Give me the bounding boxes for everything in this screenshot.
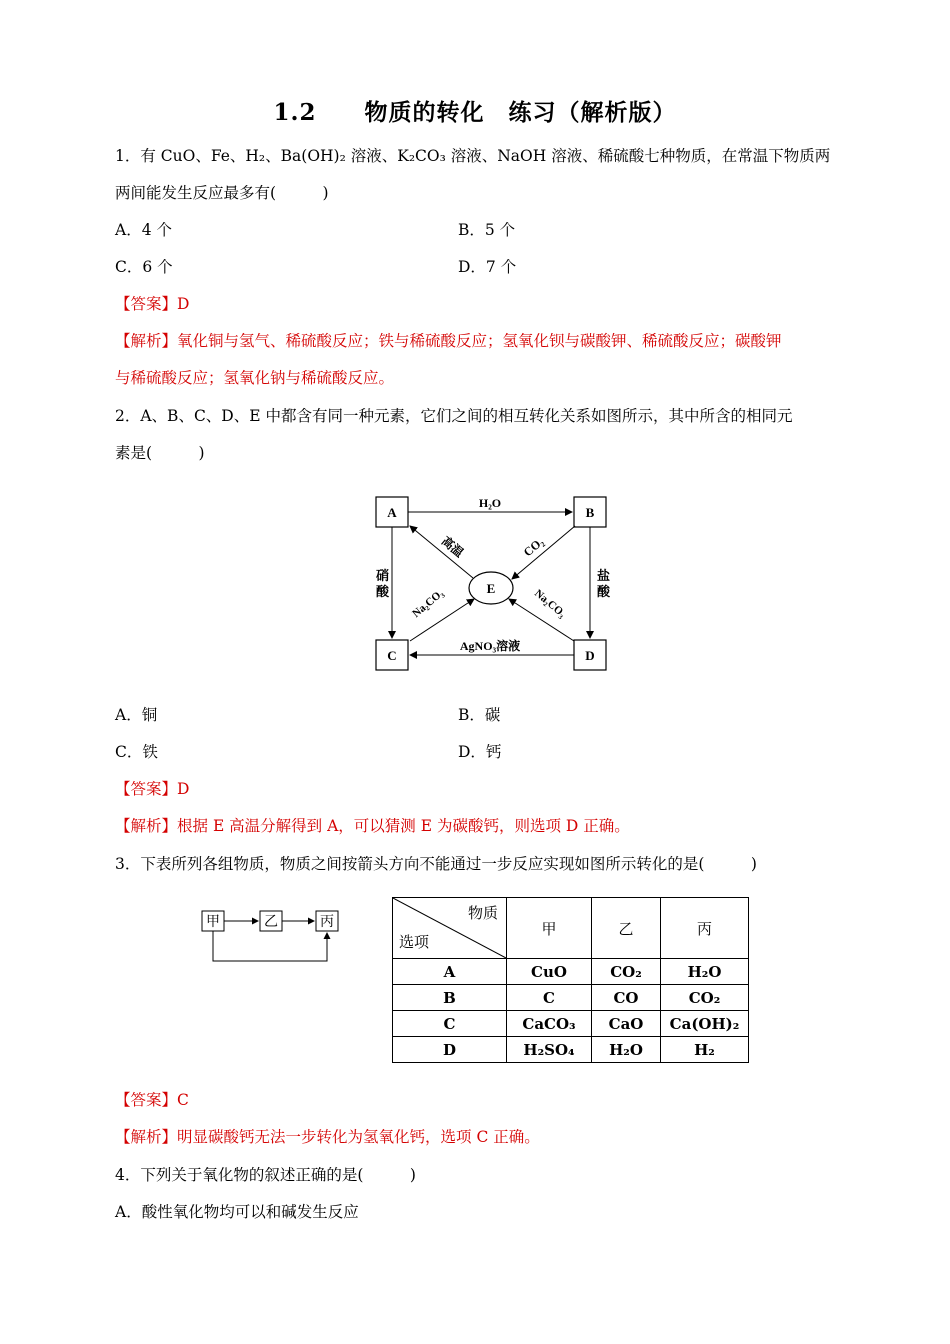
cell: CO: [592, 985, 661, 1011]
analysis-label: 【解析】: [115, 1128, 178, 1146]
flow-diagram: [200, 903, 345, 967]
q3-analysis: [115, 1127, 835, 1147]
cell: A: [393, 959, 507, 985]
node-e-label: E: [486, 581, 496, 596]
table-row: [393, 959, 749, 985]
q4-stem: 4．下列关于氧化物的叙述正确的是( ): [115, 1166, 416, 1184]
analysis-text: 氧化铜与氢气、稀硫酸反应；铁与稀硫酸反应；氢氧化钡与碳酸钾、稀硫酸反应；碳酸钾: [177, 332, 782, 350]
label-nitric-2: 酸: [376, 584, 390, 599]
label-hcl-2: 酸: [597, 584, 611, 599]
q2-option-d: D．钙: [458, 743, 502, 761]
flow-bing: 丙: [320, 915, 334, 930]
cell: H₂: [661, 1037, 749, 1063]
cell: B: [393, 985, 507, 1011]
header-col-bing: 丙: [661, 898, 749, 959]
q1-analysis-line1: [115, 331, 835, 351]
node-c-label: C: [387, 648, 397, 663]
answer-label: 【答案】: [115, 1091, 178, 1109]
q1-analysis-line2: 与稀硫酸反应；氢氧化钠与稀硫酸反应。: [115, 369, 395, 387]
arrow-b-to-e: [512, 526, 575, 579]
answer-label: 【答案】: [115, 295, 178, 313]
label-agno3: AgNO₃溶液: [459, 639, 521, 653]
node-a-label: A: [387, 505, 397, 520]
cell: CO₂: [661, 985, 749, 1011]
node-d-label: D: [585, 648, 595, 663]
label-h2o: H₂O: [478, 496, 502, 510]
answer-value: D: [177, 295, 190, 313]
cell: CO₂: [592, 959, 661, 985]
q1-option-c: C．6 个: [115, 258, 173, 276]
answer-value: D: [177, 780, 190, 798]
analysis-text: 根据 E 高温分解得到 A，可以猜测 E 为碳酸钙，则选项 D 正确。: [177, 817, 630, 835]
q2-answer: [115, 779, 835, 799]
flow-arrow-back: [213, 931, 327, 961]
q3-answer: [115, 1090, 835, 1110]
q2-option-b: B．碳: [458, 706, 501, 724]
cell: C: [393, 1011, 507, 1037]
q1-stem-line2: 两间能发生反应最多有( ): [115, 184, 329, 202]
cell: H₂O: [592, 1037, 661, 1063]
cell: CaCO₃: [507, 1011, 592, 1037]
header-substance: 物质: [467, 904, 498, 922]
arrow-d-to-e: [509, 599, 574, 641]
header-col-jia: 甲: [507, 898, 592, 959]
q1-option-b: B．5 个: [458, 221, 516, 239]
answer-label: 【答案】: [115, 780, 178, 798]
q1-answer: [115, 294, 835, 314]
conversion-diagram: [370, 488, 640, 683]
answer-value: C: [177, 1091, 189, 1109]
label-nitric-1: 硝: [376, 568, 390, 583]
q1-option-d: D．7 个: [458, 258, 517, 276]
page-title: 1.2 物质的转化 练习（解析版）: [273, 99, 677, 126]
table-row: [393, 1037, 749, 1063]
q2-analysis: [115, 816, 835, 836]
q3-stem: 3．下表所列各组物质，物质之间按箭头方向不能通过一步反应实现如图所示转化的是( ): [115, 855, 757, 873]
q2-option-c: C．铁: [115, 743, 158, 761]
options-table: [392, 897, 749, 1063]
q4-option-a: A．酸性氧化物均可以和碱发生反应: [115, 1203, 359, 1221]
cell: CuO: [507, 959, 592, 985]
cell: Ca(OH)₂: [661, 1011, 749, 1037]
label-high-temp: 高温: [438, 533, 467, 561]
node-b-label: B: [585, 505, 595, 520]
label-na2co3-left: Na₂CO₃: [410, 587, 446, 621]
cell: CaO: [592, 1011, 661, 1037]
table-row: [393, 1011, 749, 1037]
cell: H₂O: [661, 959, 749, 985]
q2-stem-line1: 2．A、B、C、D、E 中都含有同一种元素，它们之间的相互转化关系如图所示，其中所含的相同元: [115, 407, 793, 425]
q2-option-a: A．铜: [115, 706, 158, 724]
cell: C: [507, 985, 592, 1011]
label-co2: CO₂: [520, 534, 547, 560]
q1-stem-line1: 1．有 CuO、Fe、H₂、Ba(OH)₂ 溶液、K₂CO₃ 溶液、NaOH 溶液、稀硫酸七种物质，在常温下物质两: [115, 147, 831, 165]
analysis-label: 【解析】: [115, 332, 178, 350]
analysis-text: 明显碳酸钙无法一步转化为氢氧化钙，选项 C 正确。: [177, 1128, 540, 1146]
q1-option-a: A．4 个: [115, 221, 172, 239]
table-header-row: [393, 898, 749, 959]
label-hcl-1: 盐: [597, 568, 611, 583]
cell: D: [393, 1037, 507, 1063]
label-na2co3-right: Na₂CO₃: [532, 587, 568, 621]
table-row: [393, 985, 749, 1011]
cell: H₂SO₄: [507, 1037, 592, 1063]
flow-jia: 甲: [206, 915, 220, 930]
analysis-label: 【解析】: [115, 817, 178, 835]
q2-stem-line2: 素是( ): [115, 444, 205, 462]
table-corner-cell: [393, 898, 507, 959]
header-col-yi: 乙: [592, 898, 661, 959]
flow-yi: 乙: [264, 915, 278, 930]
header-option: 选项: [399, 933, 430, 951]
